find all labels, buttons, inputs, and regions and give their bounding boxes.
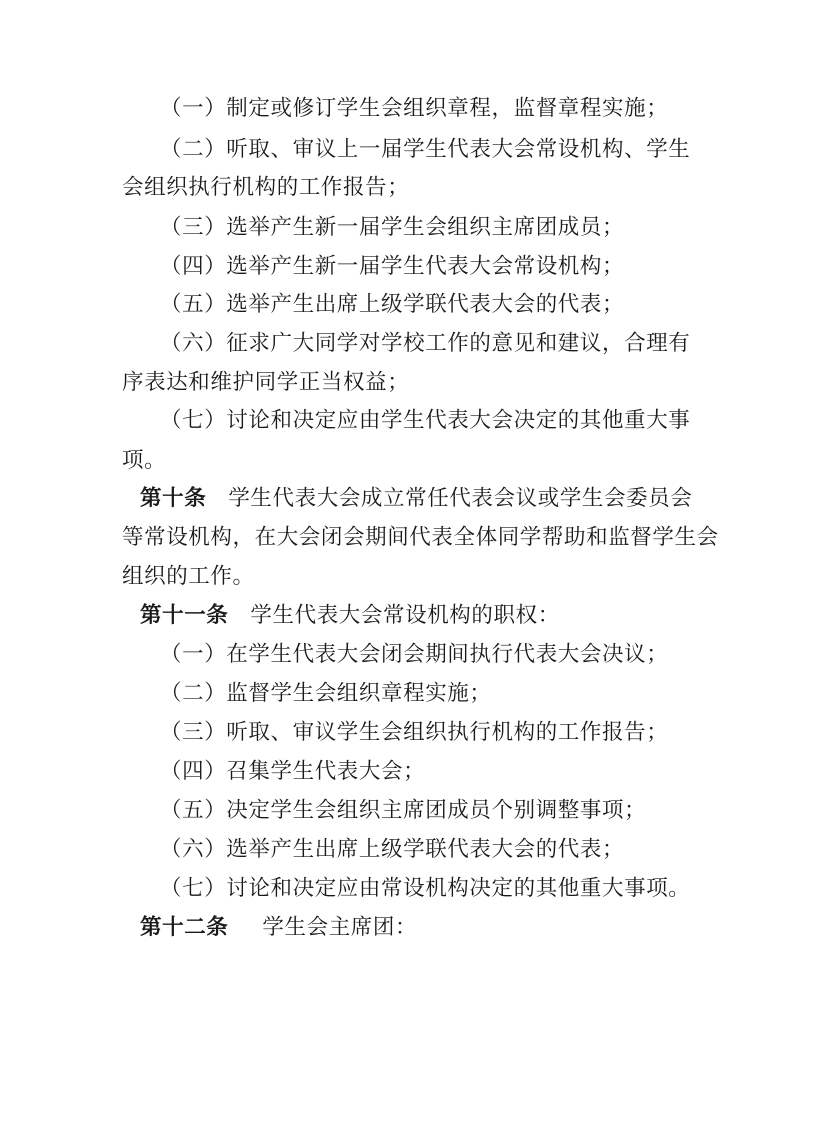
paragraph-item-3: （三）选举产生新一届学生会组织主席团成员； [160, 215, 625, 240]
article-11-item-1: （一）在学生代表大会闭会期间执行代表大会决议； [160, 642, 669, 667]
article-11-text: 学生代表大会常设机构的职权： [250, 603, 560, 628]
paragraph-item-6-line-2: 序表达和维护同学正当权益； [122, 370, 410, 395]
article-10-text: 学生代表大会成立常任代表会议或学生会委员会 [228, 486, 693, 511]
paragraph-item-5: （五）选举产生出席上级学联代表大会的代表； [160, 292, 625, 317]
article-10-line-2: 等常设机构，在大会闭会期间代表全体同学帮助和监督学生会 [122, 525, 719, 550]
article-11-line-1 [140, 601, 828, 631]
article-12-title: 第十二条 [140, 915, 229, 940]
article-11-item-2: （二）监督学生会组织章程实施； [160, 681, 492, 706]
article-11-item-7: （七）讨论和决定应由常设机构决定的其他重大事项。 [160, 876, 691, 901]
article-11-item-6: （六）选举产生出席上级学联代表大会的代表； [160, 837, 625, 862]
article-11-title: 第十一条 [140, 603, 229, 628]
paragraph-item-2-line-2: 会组织执行机构的工作报告； [122, 175, 410, 200]
paragraph-item-2-line-1: （二）听取、审议上一届学生代表大会常设机构、学生 [160, 137, 691, 162]
article-11-item-4: （四）召集学生代表大会； [160, 759, 426, 784]
article-11-item-3: （三）听取、审议学生会组织执行机构的工作报告； [160, 720, 669, 745]
article-12-text: 学生会主席团： [262, 915, 418, 940]
article-10-title: 第十条 [140, 486, 207, 511]
paragraph-item-7-line-2: 项。 [122, 448, 167, 473]
article-10-line-3: 组织的工作。 [122, 564, 255, 589]
paragraph-item-6-line-1: （六）征求广大同学对学校工作的意见和建议，合理有 [160, 331, 691, 356]
article-10-line-1 [140, 484, 828, 514]
article-11-item-5: （五）决定学生会组织主席团成员个别调整事项； [160, 798, 647, 823]
article-12-line-1 [140, 913, 828, 943]
paragraph-item-1: （一）制定或修订学生会组织章程，监督章程实施； [160, 96, 669, 121]
paragraph-item-7-line-1: （七）讨论和决定应由学生代表大会决定的其他重大事 [160, 408, 691, 433]
paragraph-item-4: （四）选举产生新一届学生代表大会常设机构； [160, 254, 625, 279]
